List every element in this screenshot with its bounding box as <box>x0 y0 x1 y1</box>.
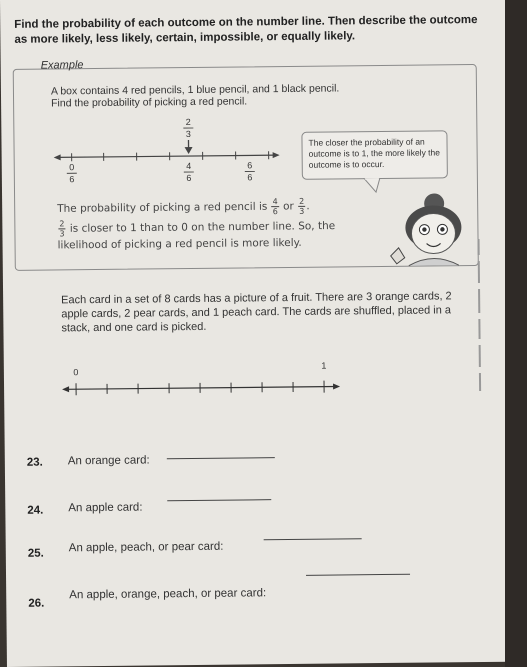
top-label-num: 2 <box>185 117 191 128</box>
question-26-number: 26. <box>28 597 45 610</box>
start-label: 0 <box>73 367 79 378</box>
right-arrow-icon <box>273 152 280 158</box>
mid-label-den: 6 <box>186 173 192 184</box>
left-arrow-icon <box>62 386 69 392</box>
number-line-axis <box>58 155 276 157</box>
question-25-text: An apple, peach, or pear card: <box>68 540 224 555</box>
question-25-number: 25. <box>27 547 44 560</box>
left-label-den: 6 <box>69 174 75 185</box>
speech-bubble: The closer the probability of an outcome is to 1, the more likely the outcome is to occur. <box>301 130 447 180</box>
right-label-den: 6 <box>247 172 253 183</box>
right-label-num: 6 <box>247 160 253 171</box>
question-24-number: 24. <box>27 504 44 517</box>
hand-icon <box>391 248 405 264</box>
answer-blank-24[interactable] <box>167 499 271 501</box>
answer-text: The probability of picking a red pencil is <box>57 200 268 215</box>
down-arrow-icon <box>185 147 193 154</box>
fraction-two-thirds: $\frac{2}{3}$ <box>299 196 305 216</box>
table-edge <box>505 0 527 667</box>
or-text: or <box>283 200 294 213</box>
left-arrow-icon <box>54 154 61 160</box>
girl-illustration <box>386 185 479 268</box>
face-icon <box>411 213 455 253</box>
question-23-text: An orange card: <box>67 454 150 468</box>
end-label: 1 <box>321 360 327 371</box>
question-24-text: An apple card: <box>68 501 143 515</box>
number-line-ticks <box>76 381 324 396</box>
question-23-number: 23. <box>26 456 43 469</box>
top-label-den: 3 <box>185 129 191 140</box>
answer-blank-25[interactable] <box>264 538 362 540</box>
right-arrow-icon <box>333 383 340 389</box>
fraction-four-sixths: $\frac{4}{6}$ <box>272 197 278 217</box>
copyright-strip <box>472 235 486 395</box>
answer-blank-23[interactable] <box>167 457 275 459</box>
example-question: Find the probability of picking a red pencil. <box>51 95 248 110</box>
example-statement: A box contains 4 red pencils, 1 blue pencil, and 1 black pencil. <box>50 82 340 98</box>
example-answer-line-2 <box>57 216 387 238</box>
instructions: Find the probability of each outcome on the number line. Then describe the outcome as more likely, less likely, certain, impossible, or equally likely. <box>14 14 478 46</box>
answer-blank-26[interactable] <box>306 574 410 576</box>
mid-label-num: 4 <box>186 161 192 172</box>
problem-text: Each card in a set of 8 cards has a picture of a fruit. There are 3 orange cards, 2 apple cards, 2 pear cards, and 1 peach card. The cards are shuffled, placed in a stack, and one card is picked. <box>61 290 452 335</box>
answer-text: is closer to 1 than to 0 on the number line. So, the <box>69 220 336 235</box>
example-number-line <box>53 115 284 189</box>
example-answer-line-1: The probability of picking a red pencil is $\frac{4}{6}$ or $\frac{2}{3}$ . <box>57 196 310 217</box>
fraction-two-thirds: $\frac{2}{3}$ <box>59 219 65 239</box>
example-answer-line-3: likelihood of picking a red pencil is more likely. <box>57 236 302 252</box>
question-26-text: An apple, orange, peach, or pear card: <box>69 587 267 602</box>
example-label: Example <box>40 59 84 72</box>
left-label-num: 0 <box>69 162 75 173</box>
bubble-tail <box>362 178 382 194</box>
number-line-ticks <box>72 151 269 161</box>
problem-number-line <box>62 360 342 403</box>
